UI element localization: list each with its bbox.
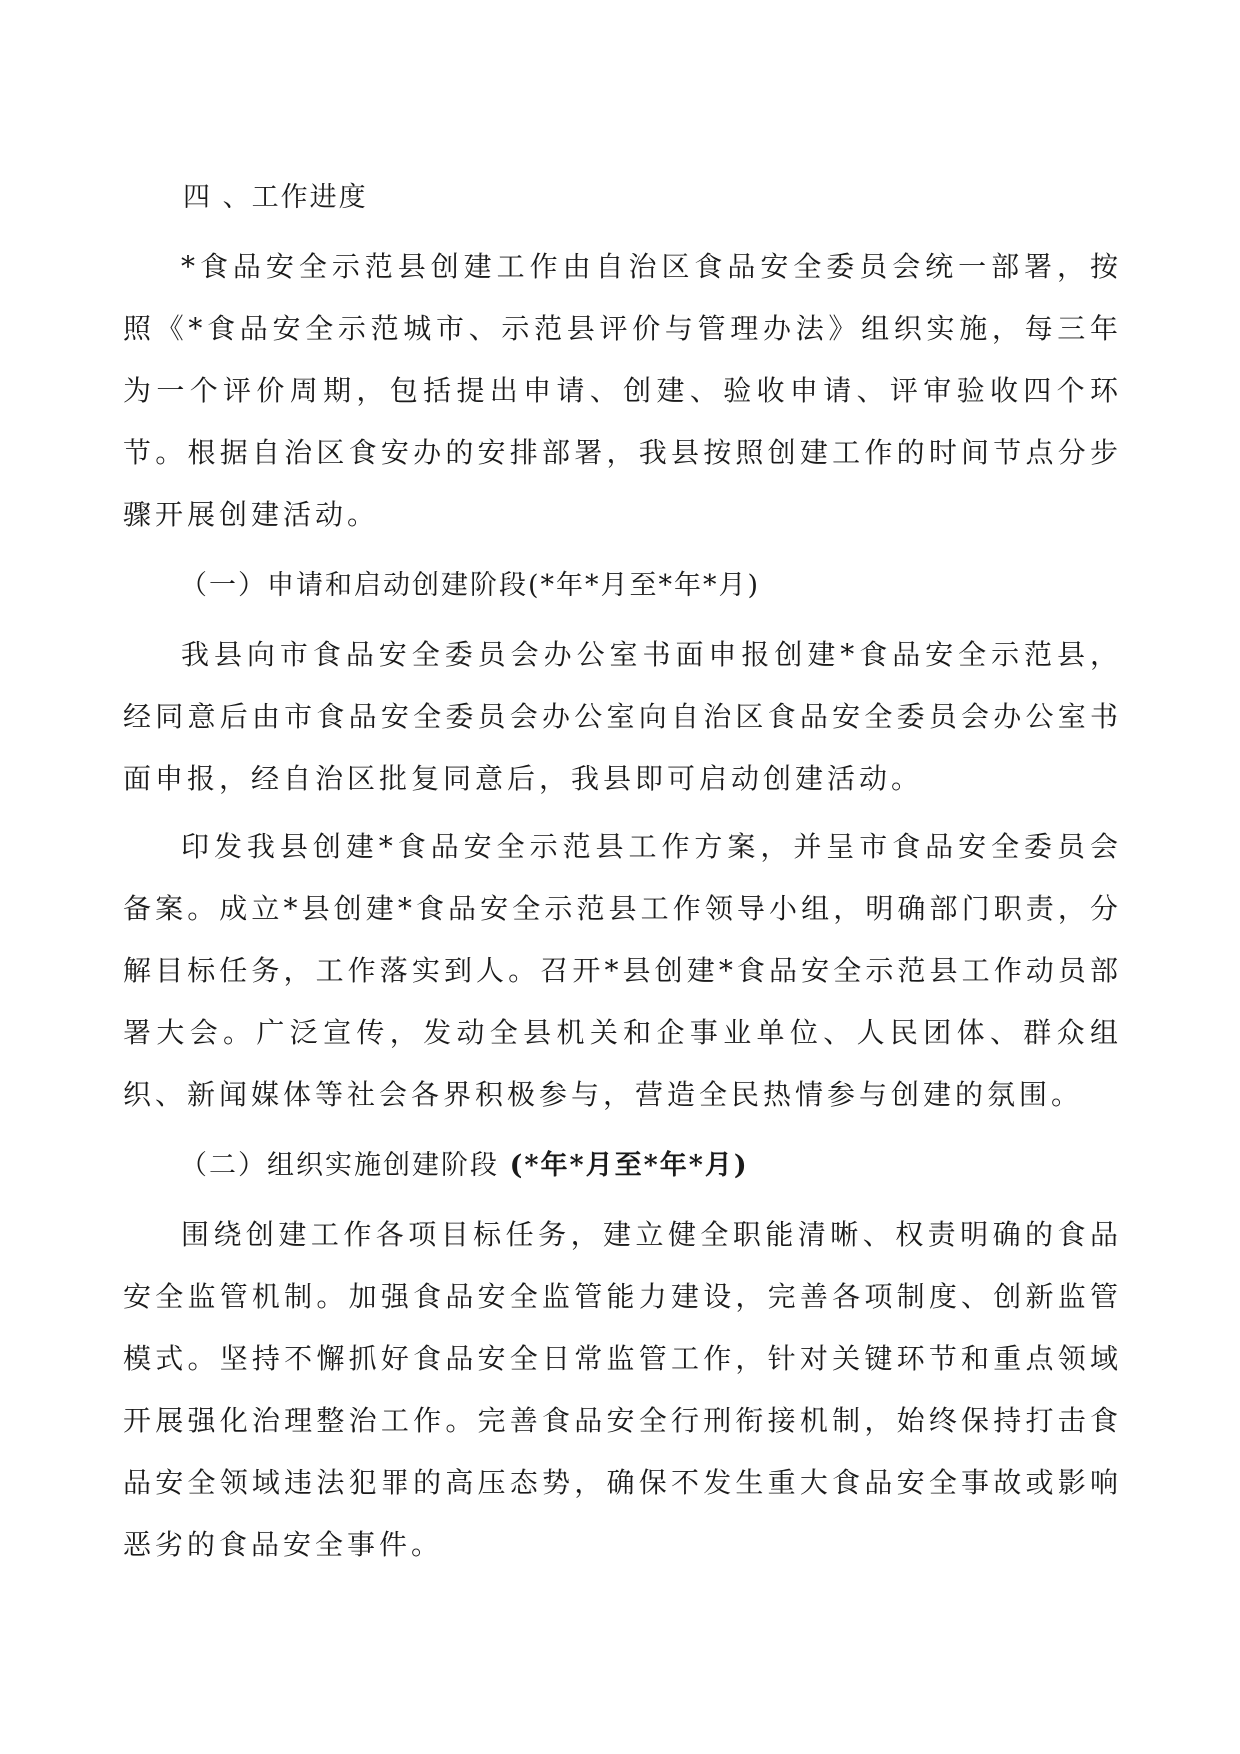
stage1-paragraph-1: 我县向市食品安全委员会办公室书面申报创建*食品安全示范县，经同意后由市食品安全委员会办公室向自治区食品安全委员会办公室书面申报，经自治区批复同意后，我县即可启动创建活动。 — [123, 638, 1122, 795]
stage2-heading-period: (*年*月至*年*月) — [509, 1150, 749, 1181]
stage2-paragraph-1: 围绕创建工作各项目标任务，建立健全职能清晰、权责明确的食品安全监管机制。加强食品安全监管能力建设，完善各项制度、创新监管模式。坚持不懈抓好食品安全日常监管工作，针对关键环节和重点领域开展强化治理整治工作。完善食品安全行刑衔接机制，始终保持打击食品安全领域违法犯罪的高压态势，确保不发生重大食品安全事故或影响恶劣的食品安全事件。 — [123, 1218, 1122, 1561]
stage1-paragraph-2: 印发我县创建*食品安全示范县工作方案，并呈市食品安全委员会备案。成立*县创建*食品安全示范县工作领导小组，明确部门职责，分解目标任务，工作落实到人。召开*县创建*食品安全示范县工作动员部署大会。广泛宣传，发动全县机关和企事业单位、人民团体、群众组织、新闻媒体等社会各界积极参与，营造全民热情参与创建的氛围。 — [123, 830, 1122, 1111]
intro-paragraph: *食品安全示范县创建工作由自治区食品安全委员会统一部署，按照《*食品安全示范城市、示范县评价与管理办法》组织实施，每三年为一个评价周期，包括提出申请、创建、验收申请、评审验收四个环节。根据自治区食安办的安排部署，我县按照创建工作的时间节点分步骤开展创建活动。 — [123, 250, 1122, 531]
stage2-heading — [180, 1134, 1122, 1198]
stage1-heading: （一）申请和启动创建阶段(*年*月至*年*月) — [180, 570, 761, 601]
section-heading: 四 、工作进度 — [183, 182, 368, 213]
stage2-heading-title: （二）组织实施创建阶段 — [180, 1150, 499, 1181]
